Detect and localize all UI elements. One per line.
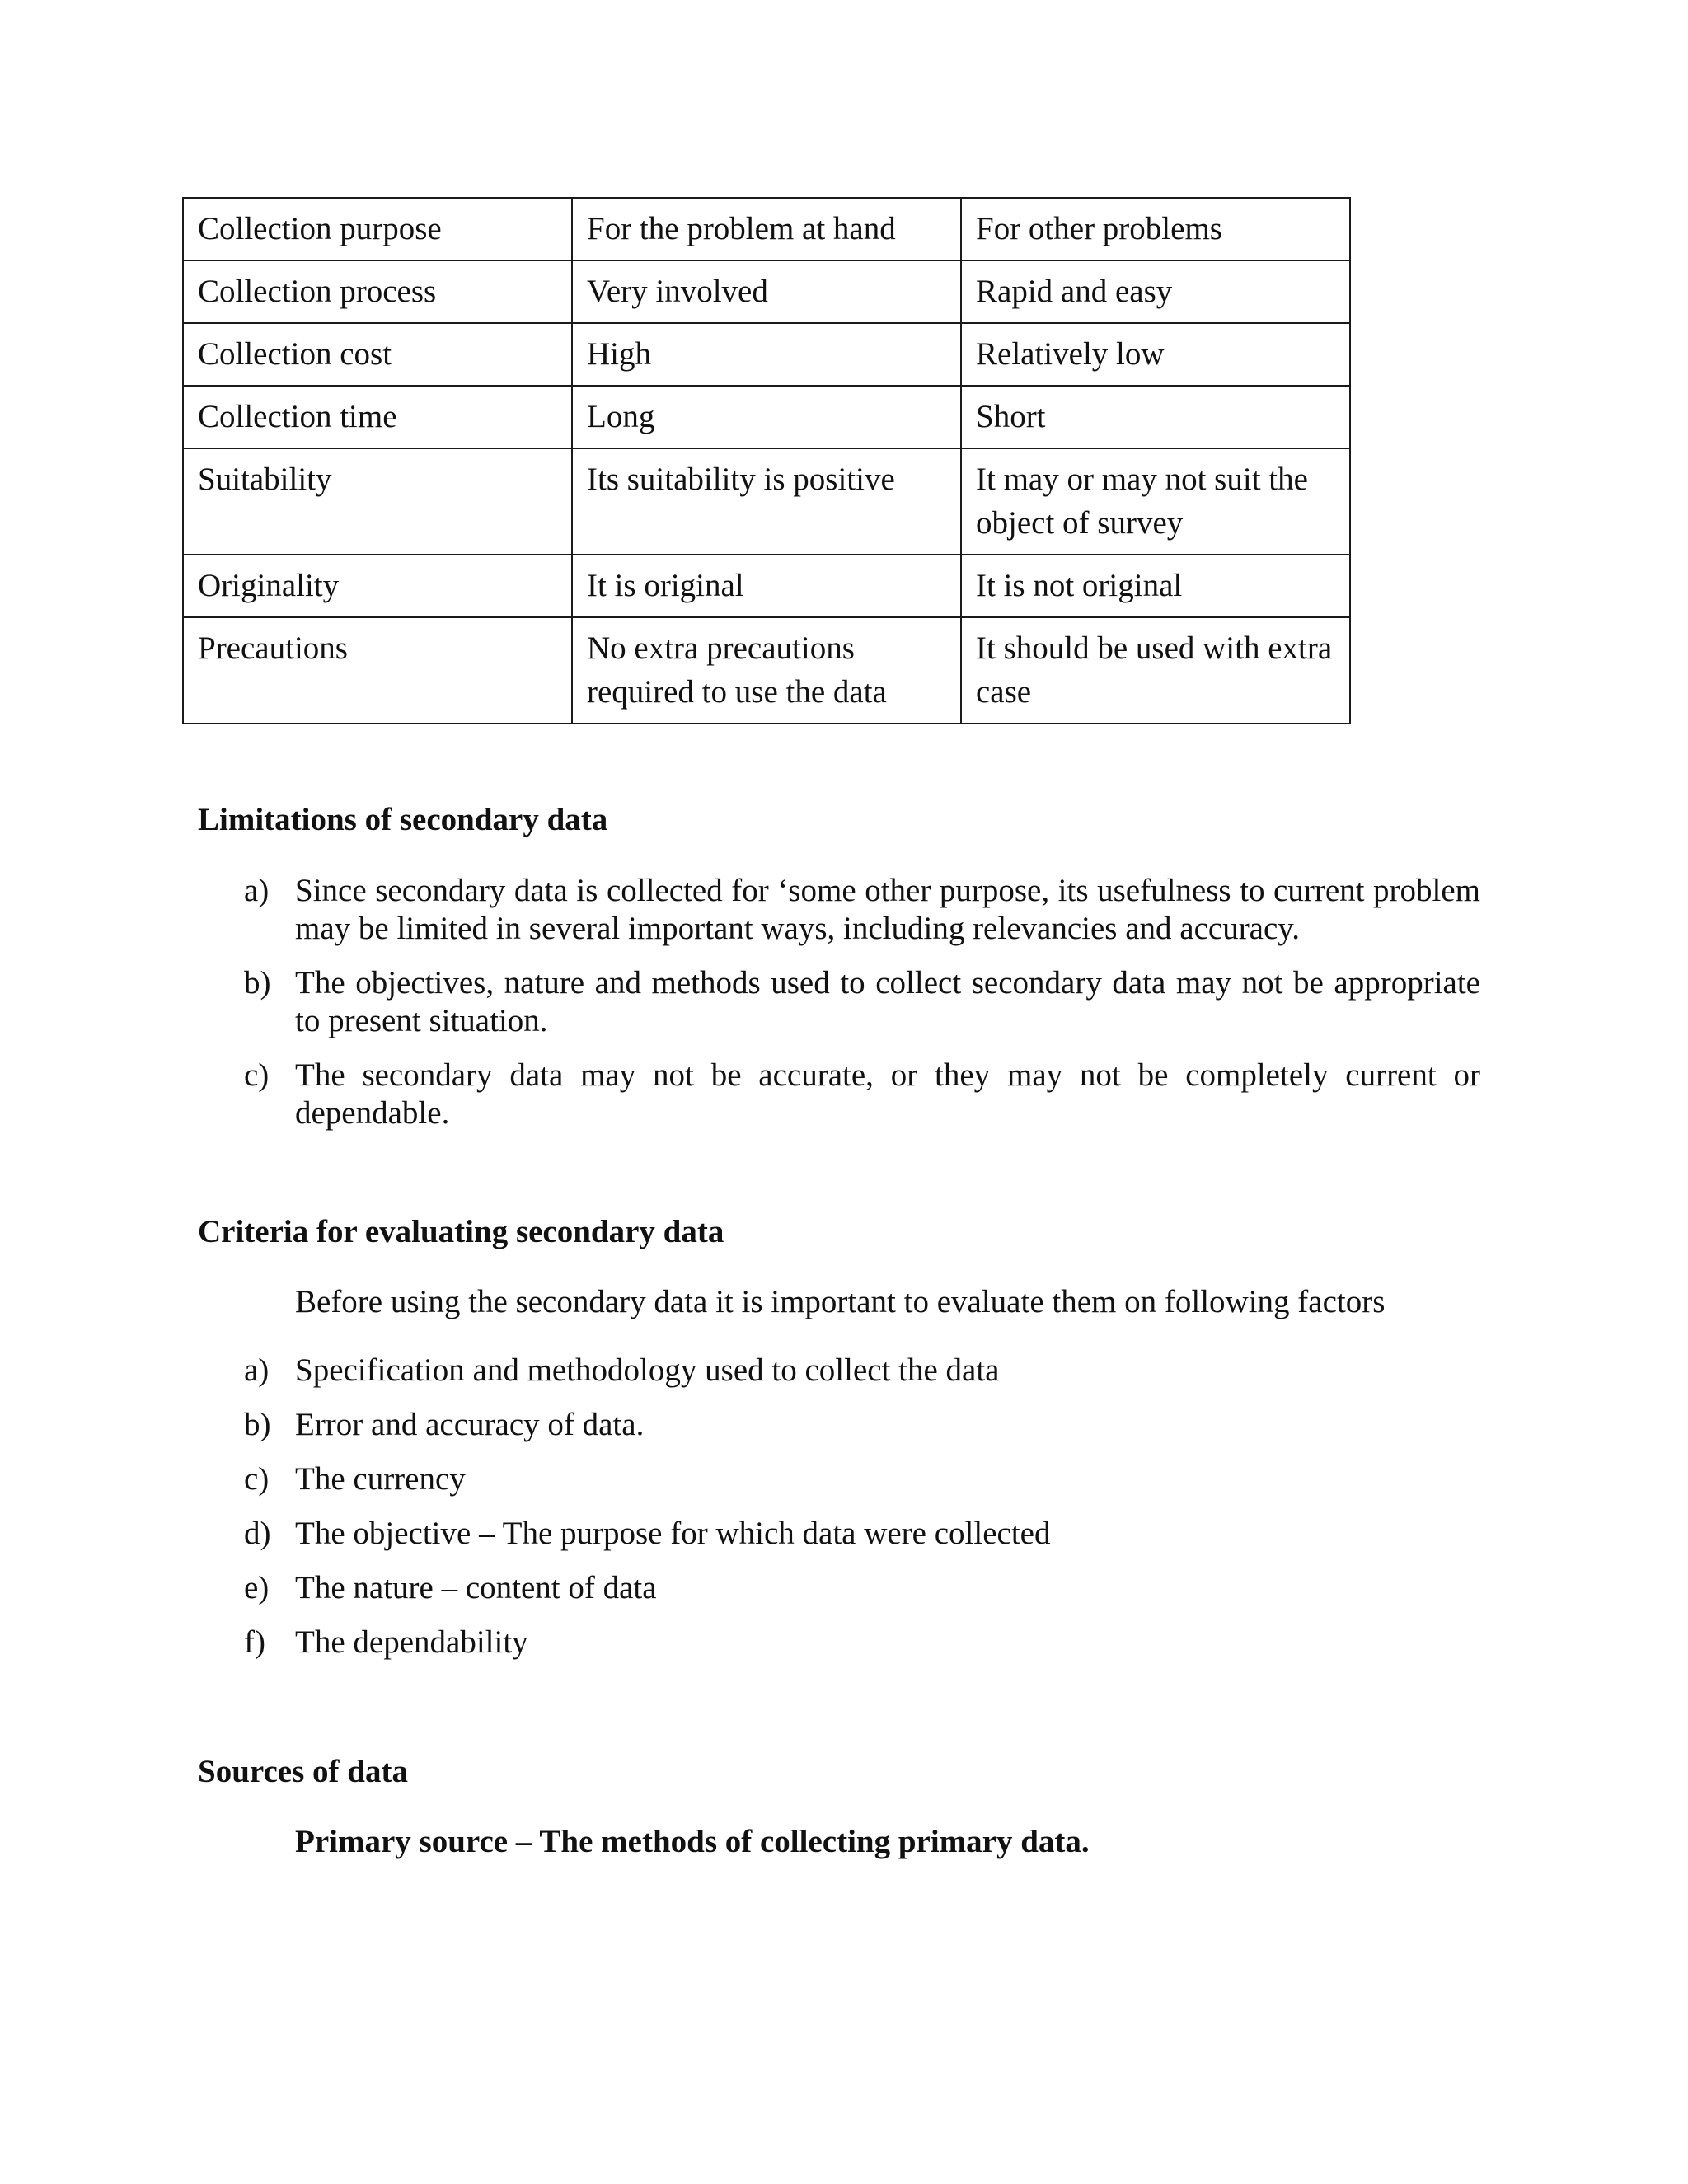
- list-item: [244, 1624, 1480, 1661]
- criteria-heading: Criteria for evaluating secondary data: [198, 1214, 724, 1249]
- table-row: [183, 448, 1350, 555]
- table-cell: Relatively low: [961, 323, 1350, 386]
- sources-heading: Sources of data: [198, 1754, 408, 1789]
- list-item-text: The nature – content of data: [295, 1570, 657, 1605]
- table-cell: Long: [572, 386, 961, 448]
- list-item-text: Since secondary data is collected for ‘some other purpose, its usefulness to current problem may be limited in several important ways, including relevancies and accuracy.: [295, 873, 1480, 946]
- list-item: [244, 1515, 1480, 1553]
- table-cell: Precautions: [183, 617, 572, 724]
- list-marker: b): [244, 965, 271, 1001]
- list-item-text: The objectives, nature and methods used to collect secondary data may not be appropriate to present situation.: [295, 965, 1480, 1038]
- table-row: [183, 555, 1350, 617]
- list-item: [244, 1057, 1480, 1132]
- list-marker: a): [244, 873, 270, 908]
- table-cell: No extra precautions required to use the data: [572, 617, 961, 724]
- list-item-text: The currency: [295, 1461, 466, 1497]
- table-cell: For other problems: [961, 198, 1350, 260]
- table-cell: Collection time: [183, 386, 572, 448]
- table-cell: Suitability: [183, 448, 572, 555]
- table-row: [183, 617, 1350, 724]
- limitations-list: [244, 872, 1480, 1149]
- list-marker: c): [244, 1461, 270, 1497]
- table-cell: It may or may not suit the object of survey: [961, 448, 1350, 555]
- list-item-text: Specification and methodology used to collect the data: [295, 1352, 1000, 1388]
- table-row: [183, 386, 1350, 448]
- list-marker: d): [244, 1516, 271, 1551]
- table-cell: Collection process: [183, 260, 572, 323]
- list-item: [244, 1352, 1480, 1390]
- list-marker: c): [244, 1057, 270, 1093]
- list-item-text: The objective – The purpose for which data were collected: [295, 1516, 1051, 1551]
- list-marker: f): [244, 1624, 265, 1660]
- list-item: [244, 1460, 1480, 1498]
- table-cell: Short: [961, 386, 1350, 448]
- criteria-intro: Before using the secondary data it is important to evaluate them on following factors: [295, 1284, 1386, 1319]
- table-row: [183, 323, 1350, 386]
- list-item-text: The dependability: [295, 1624, 528, 1660]
- list-marker: e): [244, 1570, 270, 1605]
- table-cell: Originality: [183, 555, 572, 617]
- table-cell: It should be used with extra case: [961, 617, 1350, 724]
- criteria-list: [244, 1352, 1480, 1678]
- list-marker: b): [244, 1407, 271, 1442]
- list-item-text: The secondary data may not be accurate, or they may not be completely current or dependable.: [295, 1057, 1480, 1131]
- table-cell: Its suitability is positive: [572, 448, 961, 555]
- table-cell: It is original: [572, 555, 961, 617]
- list-item: [244, 872, 1480, 948]
- primary-source-subheading: Primary source – The methods of collecting primary data.: [295, 1824, 1090, 1859]
- list-item-text: Error and accuracy of data.: [295, 1407, 645, 1442]
- table-cell: Collection purpose: [183, 198, 572, 260]
- table-cell: High: [572, 323, 961, 386]
- table-row: [183, 260, 1350, 323]
- comparison-table: [182, 197, 1351, 724]
- list-item: [244, 1569, 1480, 1607]
- table-cell: Rapid and easy: [961, 260, 1350, 323]
- table-cell: Collection cost: [183, 323, 572, 386]
- table-row: [183, 198, 1350, 260]
- table-cell: Very involved: [572, 260, 961, 323]
- list-item: [244, 1406, 1480, 1444]
- table-cell: For the problem at hand: [572, 198, 961, 260]
- limitations-heading: Limitations of secondary data: [198, 802, 608, 837]
- list-marker: a): [244, 1352, 270, 1388]
- table-cell: It is not original: [961, 555, 1350, 617]
- list-item: [244, 964, 1480, 1040]
